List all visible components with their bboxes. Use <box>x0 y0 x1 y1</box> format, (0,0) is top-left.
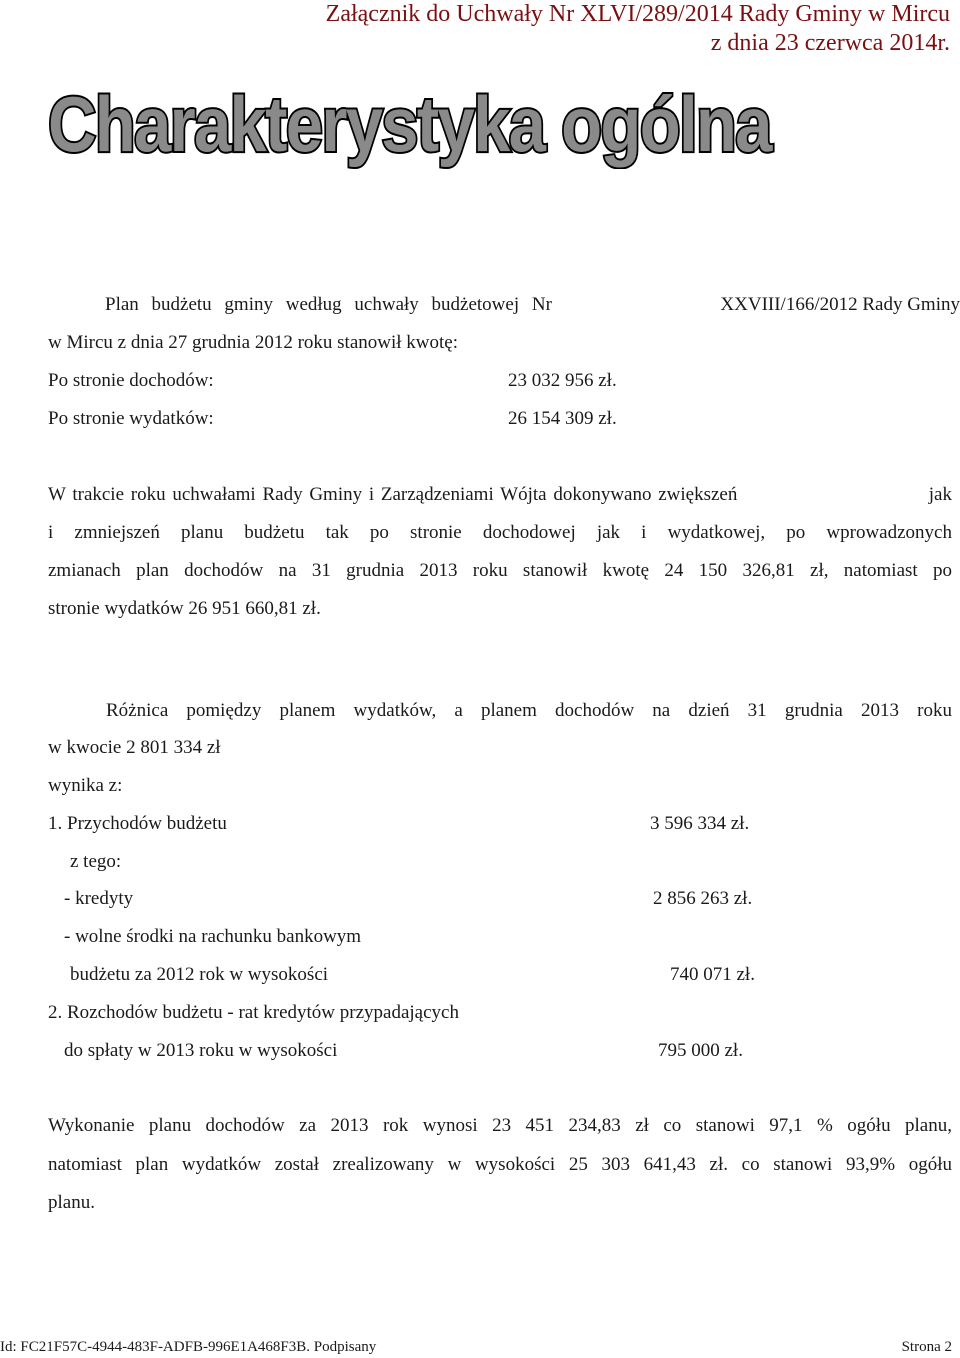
execution-line2: natomiast plan wydatków został zrealizowany w wysokości 25 303 641,43 zł. co stanowi 93,9% ogółu <box>48 1154 952 1175</box>
difference-line2: w kwocie 2 801 334 zł <box>48 737 221 758</box>
item1-label: 1. Przychodów budżetu <box>48 813 227 834</box>
plan-line1-b: XXVIII/166/2012 Rady Gminy <box>720 294 960 315</box>
item1b-label-line2: budżetu za 2012 rok w wysokości <box>70 964 329 985</box>
item2-label-line1: 2. Rozchodów budżetu - rat kredytów przypadających <box>48 1002 459 1023</box>
plan-line1-a: Plan budżetu gminy według uchwały budżetowej Nr <box>105 294 552 315</box>
changes-line2: i zmniejszeń planu budżetu tak po stronie dochodowej jak i wydatkowej, po wprowadzonych <box>48 522 952 543</box>
item1-sub-header: z tego: <box>70 851 122 872</box>
page-title: Charakterystyka ogólna <box>48 80 771 168</box>
income-value: 23 032 956 zł. <box>508 370 617 391</box>
changes-line4: stronie wydatków 26 951 660,81 zł. <box>48 598 321 619</box>
item1a-value: 2 856 263 zł. <box>653 888 753 909</box>
income-label: Po stronie dochodów: <box>48 370 214 391</box>
execution-line1: Wykonanie planu dochodów za 2013 rok wynosi 23 451 234,83 zł co stanowi 97,1 % ogółu planu, <box>48 1115 952 1136</box>
item1b-value: 740 071 zł. <box>670 964 755 985</box>
item1b-label-line1: - wolne środki na rachunku bankowym <box>64 926 362 947</box>
changes-line1-b: jak <box>928 484 952 505</box>
document-id-footer: Id: FC21F57C-4944-483F-ADFB-996E1A468F3B. Podpisany <box>0 1339 377 1355</box>
difference-line1: Różnica pomiędzy planem wydatków, a planem dochodów na dzień 31 grudnia 2013 roku <box>106 700 952 721</box>
item1a-label: - kredyty <box>64 888 134 909</box>
difference-line3: wynika z: <box>48 775 123 796</box>
expense-value: 26 154 309 zł. <box>508 408 617 429</box>
expense-label: Po stronie wydatków: <box>48 408 214 429</box>
attachment-header-line2: z dnia 23 czerwca 2014r. <box>710 30 950 56</box>
item2-label-line2: do spłaty w 2013 roku w wysokości <box>64 1040 338 1061</box>
plan-line2: w Mircu z dnia 27 grudnia 2012 roku stanowił kwotę: <box>48 332 459 353</box>
item1-value: 3 596 334 zł. <box>650 813 750 834</box>
changes-line1-a: W trakcie roku uchwałami Rady Gminy i Zarządzeniami Wójta dokonywano zwiększeń <box>48 484 738 505</box>
execution-line3: planu. <box>48 1192 95 1213</box>
attachment-header-line1: Załącznik do Uchwały Nr XLVI/289/2014 Rady Gminy w Mircu <box>325 1 950 27</box>
changes-line3: zmianach plan dochodów na 31 grudnia 2013 roku stanowił kwotę 24 150 326,81 zł, natomiast po <box>48 560 952 581</box>
item2-value: 795 000 zł. <box>658 1040 743 1061</box>
page-number: Strona 2 <box>901 1339 952 1355</box>
